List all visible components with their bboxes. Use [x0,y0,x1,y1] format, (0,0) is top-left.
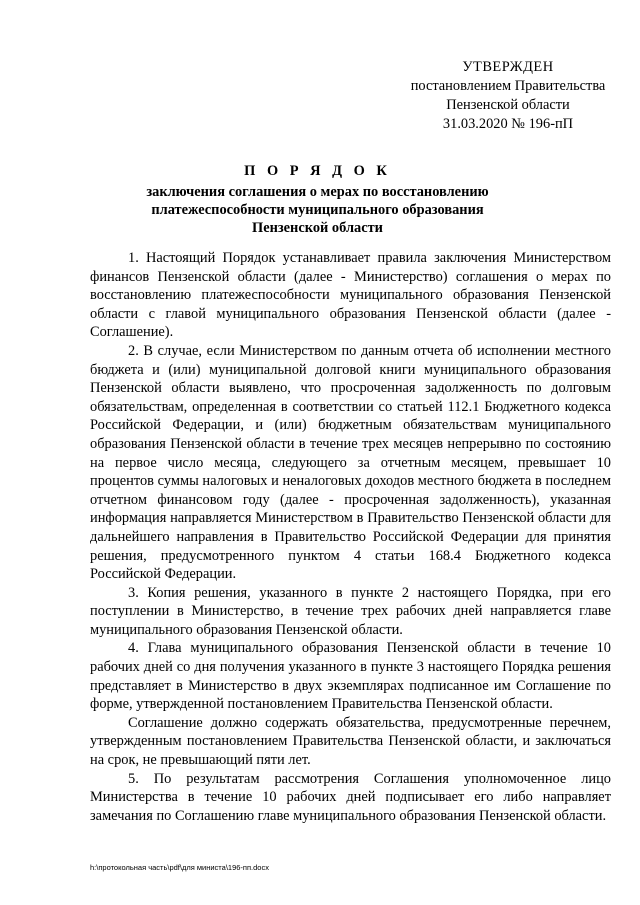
document-heading [90,162,545,237]
paragraph-3: 3. Копия решения, указанного в пункте 2 настоящего Порядка, при его поступлении в Министерство, в течение трех рабочих дней направляется главе муниципального образования Пензенской области. [90,584,611,638]
approval-title: УТВЕРЖДЕН [462,59,554,75]
approval-line-1: постановлением Правительства [410,78,606,94]
heading-line-1: заключения соглашения о мерах по восстановлению [146,184,489,200]
paragraph-4: 4. Глава муниципального образования Пензенской области в течение 10 рабочих дней со дня получения указанного в пункте 3 настоящего Порядка решения представляет в Министерство в двух экземплярах подписанное им Соглашение по форме, утвержденной постановлением Правительства Пензенской области. [90,640,611,713]
paragraph-5: 5. По результатам рассмотрения Соглашения уполномоченное лицо Министерства в течение 10 рабочих дней подписывает его либо направляет замечания по Соглашению главе муниципального образования Пензенской области. [90,770,611,824]
file-path-footer: h:\протокольная часть\pdf\для министа\196-пп.docx [90,863,269,872]
document-body [90,249,611,825]
paragraph-1: 1. Настоящий Порядок устанавливает правила заключения Министерством финансов Пензенской области (далее - Министерство) соглашения о мерах по восстановлению платежеспособности муниципального образования Пензенской области с главой муниципального образования Пензенской области (далее - Соглашение). [90,250,611,341]
paragraph-4-continuation: Соглашение должно содержать обязательства, предусмотренные перечнем, утвержденным постановлением Правительства Пензенской области, и заключаться на срок, не превышающий пяти лет. [90,714,611,769]
heading-line-3: Пензенской области [252,220,383,236]
approval-date-number: 31.03.2020 № 196-пП [442,116,574,132]
approval-stamp [388,58,628,134]
document-title: П О Р Я Д О К [244,163,391,179]
heading-line-2: платежеспособности муниципального образования [151,202,484,218]
paragraph-2: 2. В случае, если Министерством по данным отчета об исполнении местного бюджета и (или) муниципальной долговой книги муниципального образования Пензенской области выявлено, что просроченная задолженность по долговым обязательствам, определенная в соответствии со статьей 112.1 Бюджетного кодекса Российской Федерации, и (или) бюджетным обязательствам муниципального образования Пензенской области в течение трех месяцев непрерывно по состоянию на первое число месяца, следующего за отчетным месяцем, превышает 10 процентов суммы налоговых и неналоговых доходов местного бюджета в последнем отчетном финансовом году (далее - просроченная задолженность), указанная информация направляется Министерством в Правительство Пензенской области для дальнейшего направления в Правительство Российской Федерации для принятия решения, предусмотренного пунктом 4 статьи 168.4 Бюджетного кодекса Российской Федерации. [90,342,611,583]
approval-line-2: Пензенской области [446,97,570,113]
